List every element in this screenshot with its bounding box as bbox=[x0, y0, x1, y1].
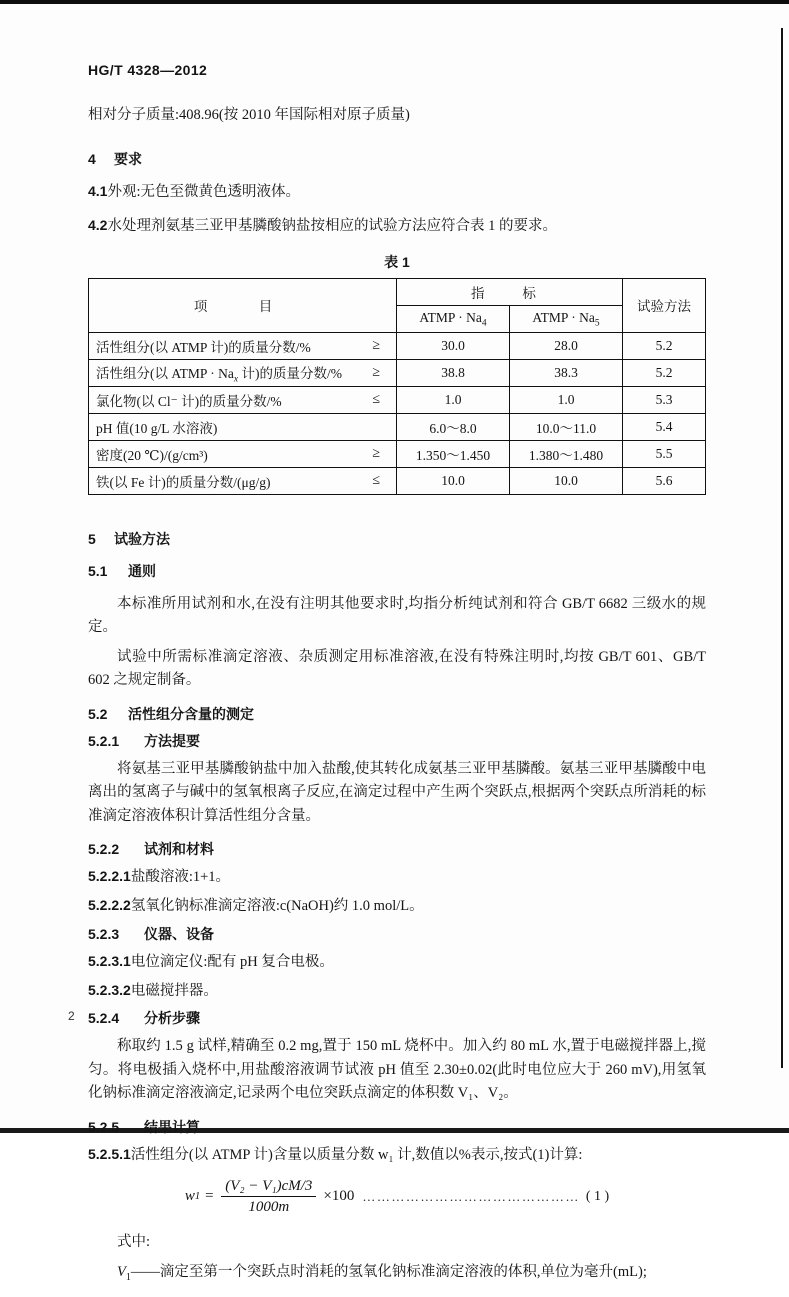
clause-5-2-1-heading bbox=[88, 731, 706, 752]
row-0-item-label: 活性组分(以 ATMP 计)的质量分数/% bbox=[96, 339, 311, 355]
row-5-na5: 10.0 bbox=[510, 467, 623, 494]
table-row bbox=[89, 467, 706, 494]
clause-4-2-text: 水处理剂氨基三亚甲基膦酸钠盐按相应的试验方法应符合表 1 的要求。 bbox=[107, 218, 557, 235]
row-2-na4: 1.0 bbox=[397, 386, 510, 413]
header-col-na5-sub: 5 bbox=[594, 318, 600, 329]
header-indicator-label: 指 标 bbox=[471, 285, 548, 301]
clause-5-1-para-2: 试验中所需标准滴定溶液、杂质测定用标准溶液,在没有特殊注明时,均按 GB/T 601、GB/T 602 之规定制备。 bbox=[88, 648, 706, 689]
row-2-item-label: 氯化物(以 Cl⁻ 计)的质量分数/% bbox=[96, 393, 282, 409]
clause-5-2-heading bbox=[88, 704, 706, 725]
clause-5-2-2-2-text: 氢氧化钠标准滴定溶液:c(NaOH)约 1.0 mol/L。 bbox=[130, 898, 424, 915]
where-label: 式中: bbox=[117, 1234, 151, 1251]
clause-5-2-number: 5.2 bbox=[88, 705, 108, 722]
row-5-sign: ≤ bbox=[372, 472, 380, 488]
formula-1-row bbox=[88, 1177, 706, 1218]
table-header-row-1 bbox=[89, 278, 706, 305]
header-test-method: 试验方法 bbox=[623, 278, 706, 332]
table-1-specifications bbox=[88, 278, 706, 495]
clause-4-title: 要求 bbox=[114, 151, 142, 168]
row-2-method: 5.3 bbox=[623, 386, 706, 413]
row-4-na5: 1.380～1.480 bbox=[510, 440, 623, 467]
row-2-item bbox=[89, 386, 397, 413]
row-5-item bbox=[89, 467, 397, 494]
row-4-sign: ≥ bbox=[372, 445, 380, 461]
clause-4-1-number: 4.1 bbox=[88, 183, 108, 200]
scan-edge-right bbox=[781, 28, 783, 1068]
header-indicator bbox=[397, 278, 623, 305]
clause-5-2-2-1 bbox=[88, 866, 706, 889]
row-4-item bbox=[89, 440, 397, 467]
row-4-method: 5.5 bbox=[623, 440, 706, 467]
clause-5-2-2-heading bbox=[88, 839, 706, 860]
header-col-na5 bbox=[510, 305, 623, 332]
row-4-na4: 1.350～1.450 bbox=[397, 440, 510, 467]
clause-5-2-5-1-text: 活性组分(以 ATMP 计)含量以质量分数 w₁ 计,数值以%表示,按式(1)计算: bbox=[130, 1146, 583, 1163]
clause-5-title: 试验方法 bbox=[114, 530, 170, 547]
clause-5-2-3-1-text: 电位滴定仪:配有 pH 复合电极。 bbox=[130, 953, 334, 970]
clause-5-2-1-number: 5.2.1 bbox=[88, 732, 120, 749]
clause-5-2-1-title: 方法提要 bbox=[144, 732, 200, 749]
table-1-body bbox=[89, 332, 706, 494]
clause-5-2-2-2 bbox=[88, 895, 706, 918]
clause-4-number: 4 bbox=[88, 151, 96, 168]
clause-5-1-title: 通则 bbox=[128, 562, 156, 579]
clause-5-1-number: 5.1 bbox=[88, 562, 108, 579]
clause-5-2-2-title: 试剂和材料 bbox=[144, 841, 214, 858]
table-row bbox=[89, 440, 706, 467]
clause-5-2-2-1-text: 盐酸溶液:1+1。 bbox=[130, 869, 231, 886]
clause-5-2-5-1 bbox=[88, 1144, 706, 1167]
row-5-item-label: 铁(以 Fe 计)的质量分数/(μg/g) bbox=[96, 474, 271, 490]
row-1-item-label-post: 计)的质量分数/% bbox=[238, 365, 342, 381]
header-col-na5-label: ATMP · Na bbox=[532, 309, 595, 325]
row-1-method: 5.2 bbox=[623, 359, 706, 386]
clause-5-2-title: 活性组分含量的测定 bbox=[128, 705, 254, 722]
clause-5-2-3-2-number: 5.2.3.2 bbox=[88, 981, 131, 998]
row-1-item bbox=[89, 359, 397, 386]
clause-5-2-4-number: 5.2.4 bbox=[88, 1010, 120, 1027]
standard-number: HG/T 4328—2012 bbox=[88, 62, 208, 78]
formula-1 bbox=[185, 1177, 355, 1218]
formula-fraction bbox=[221, 1177, 316, 1218]
clause-5-2-2-2-number: 5.2.2.2 bbox=[88, 897, 131, 914]
clause-5-2-5-title: 结果计算 bbox=[144, 1118, 200, 1135]
formula-multiplier: ×100 bbox=[323, 1188, 355, 1205]
symbol-v1-dash: —— bbox=[130, 1263, 160, 1280]
row-3-item-label: pH 值(10 g/L 水溶液) bbox=[96, 420, 218, 436]
row-1-item-label: 活性组分(以 ATMP · Na bbox=[96, 365, 234, 381]
row-3-method: 5.4 bbox=[623, 413, 706, 440]
clause-5-2-3-1-number: 5.2.3.1 bbox=[88, 952, 131, 969]
header-col-na4 bbox=[397, 305, 510, 332]
clause-5-2-4-title: 分析步骤 bbox=[144, 1010, 200, 1027]
clause-4-2 bbox=[88, 215, 706, 238]
clause-5-2-4-para: 称取约 1.5 g 试样,精确至 0.2 mg,置于 150 mL 烧杯中。加入约 80 mL 水,置于电磁搅拌器上,搅匀。将电极插入烧杯中,用盐酸溶液调节试液 pH 值至 2.30±0.02(此时电位应大于 260 mV),用氢氧化钠标准滴定溶液滴定,记录两个电位突跃点滴定的体积数 V₁、V₂。 bbox=[88, 1038, 706, 1102]
clause-5-2-3-heading bbox=[88, 924, 706, 945]
table-row bbox=[89, 413, 706, 440]
clause-5-2-3-2-text: 电磁搅拌器。 bbox=[130, 982, 218, 999]
clause-5-number: 5 bbox=[88, 530, 96, 547]
row-5-method: 5.6 bbox=[623, 467, 706, 494]
clause-5-2-5-1-number: 5.2.5.1 bbox=[88, 1145, 131, 1162]
formula-lhs-sub: 1 bbox=[194, 1191, 201, 1203]
header-col-na4-sub: 4 bbox=[481, 318, 487, 329]
row-5-na4: 10.0 bbox=[397, 467, 510, 494]
formula-lhs: w bbox=[184, 1188, 195, 1205]
row-1-na4: 38.8 bbox=[397, 359, 510, 386]
clause-5-2-3-2 bbox=[88, 980, 706, 1003]
page-number: 2 bbox=[68, 1009, 75, 1023]
table-row bbox=[89, 359, 706, 386]
clause-5-1-para-1: 本标准所用试剂和水,在没有注明其他要求时,均指分析纯试剂和符合 GB/T 6682 三级水的规定。 bbox=[88, 595, 706, 636]
clause-5-1-heading bbox=[88, 561, 706, 582]
row-1-sign: ≥ bbox=[372, 364, 380, 380]
row-2-na5: 1.0 bbox=[510, 386, 623, 413]
formula-numerator: (V₂ − V₁)cM/3 bbox=[221, 1177, 316, 1198]
clause-4-1-text: 外观:无色至微黄色透明液体。 bbox=[107, 184, 300, 201]
molecular-mass-line: 相对分子质量:408.96(按 2010 年国际相对原子质量) bbox=[88, 107, 410, 123]
symbol-v1-sub: 1 bbox=[125, 1271, 131, 1283]
clause-5-2-3-number: 5.2.3 bbox=[88, 925, 120, 942]
row-3-na4: 6.0～8.0 bbox=[397, 413, 510, 440]
page-content bbox=[88, 62, 706, 1297]
clause-5-2-1-para: 将氨基三亚甲基膦酸钠盐中加入盐酸,使其转化成氨基三亚甲基膦酸。氨基三亚甲基膦酸中电离出的氢离子与碱中的氢氧根离子反应,在滴定过程中产生两个突跃点,根据两个突跃点所消耗的标准滴定溶液体积计算活性组分含量。 bbox=[88, 760, 706, 824]
formula-dot-leader: ……………………………………… bbox=[362, 1188, 580, 1204]
row-0-item bbox=[89, 332, 397, 359]
header-item-label: 项 目 bbox=[193, 299, 292, 315]
row-1-item-sub: x bbox=[233, 374, 239, 385]
row-0-na4: 30.0 bbox=[397, 332, 510, 359]
header-item bbox=[89, 278, 397, 332]
clause-5-2-2-1-number: 5.2.2.1 bbox=[88, 868, 131, 885]
clause-5-2-3-title: 仪器、设备 bbox=[144, 925, 214, 942]
table-row bbox=[89, 332, 706, 359]
clause-5-2-3-1 bbox=[88, 951, 706, 974]
clause-4-heading bbox=[88, 149, 706, 170]
clause-4-2-number: 4.2 bbox=[88, 217, 108, 234]
clause-5-2-5-heading bbox=[88, 1117, 706, 1138]
row-2-sign: ≤ bbox=[372, 391, 380, 407]
symbol-definition-v1 bbox=[88, 1261, 706, 1286]
clause-5-2-4-heading bbox=[88, 1008, 706, 1029]
row-1-na5: 38.3 bbox=[510, 359, 623, 386]
table-row bbox=[89, 386, 706, 413]
table-1-caption: 表 1 bbox=[384, 253, 410, 270]
scan-edge-top bbox=[0, 0, 789, 4]
clause-4-1 bbox=[88, 181, 706, 204]
row-0-na5: 28.0 bbox=[510, 332, 623, 359]
clause-5-2-5-number: 5.2.5 bbox=[88, 1118, 120, 1135]
symbol-v1-text: 滴定至第一个突跃点时消耗的氢氧化钠标准滴定溶液的体积,单位为毫升(mL); bbox=[159, 1263, 647, 1280]
row-3-na5: 10.0～11.0 bbox=[510, 413, 623, 440]
formula-number: ( 1 ) bbox=[585, 1188, 610, 1204]
row-3-item bbox=[89, 413, 397, 440]
row-4-item-label: 密度(20 ℃)/(g/cm³) bbox=[96, 447, 208, 463]
header-col-na4-label: ATMP · Na bbox=[419, 309, 482, 325]
symbol-v1: V bbox=[117, 1263, 126, 1280]
row-0-method: 5.2 bbox=[623, 332, 706, 359]
formula-denominator: 1000m bbox=[248, 1199, 290, 1216]
row-0-sign: ≥ bbox=[372, 337, 380, 353]
clause-5-heading bbox=[88, 529, 706, 550]
formula-equals: = bbox=[204, 1188, 215, 1205]
clause-5-2-2-number: 5.2.2 bbox=[88, 841, 120, 858]
